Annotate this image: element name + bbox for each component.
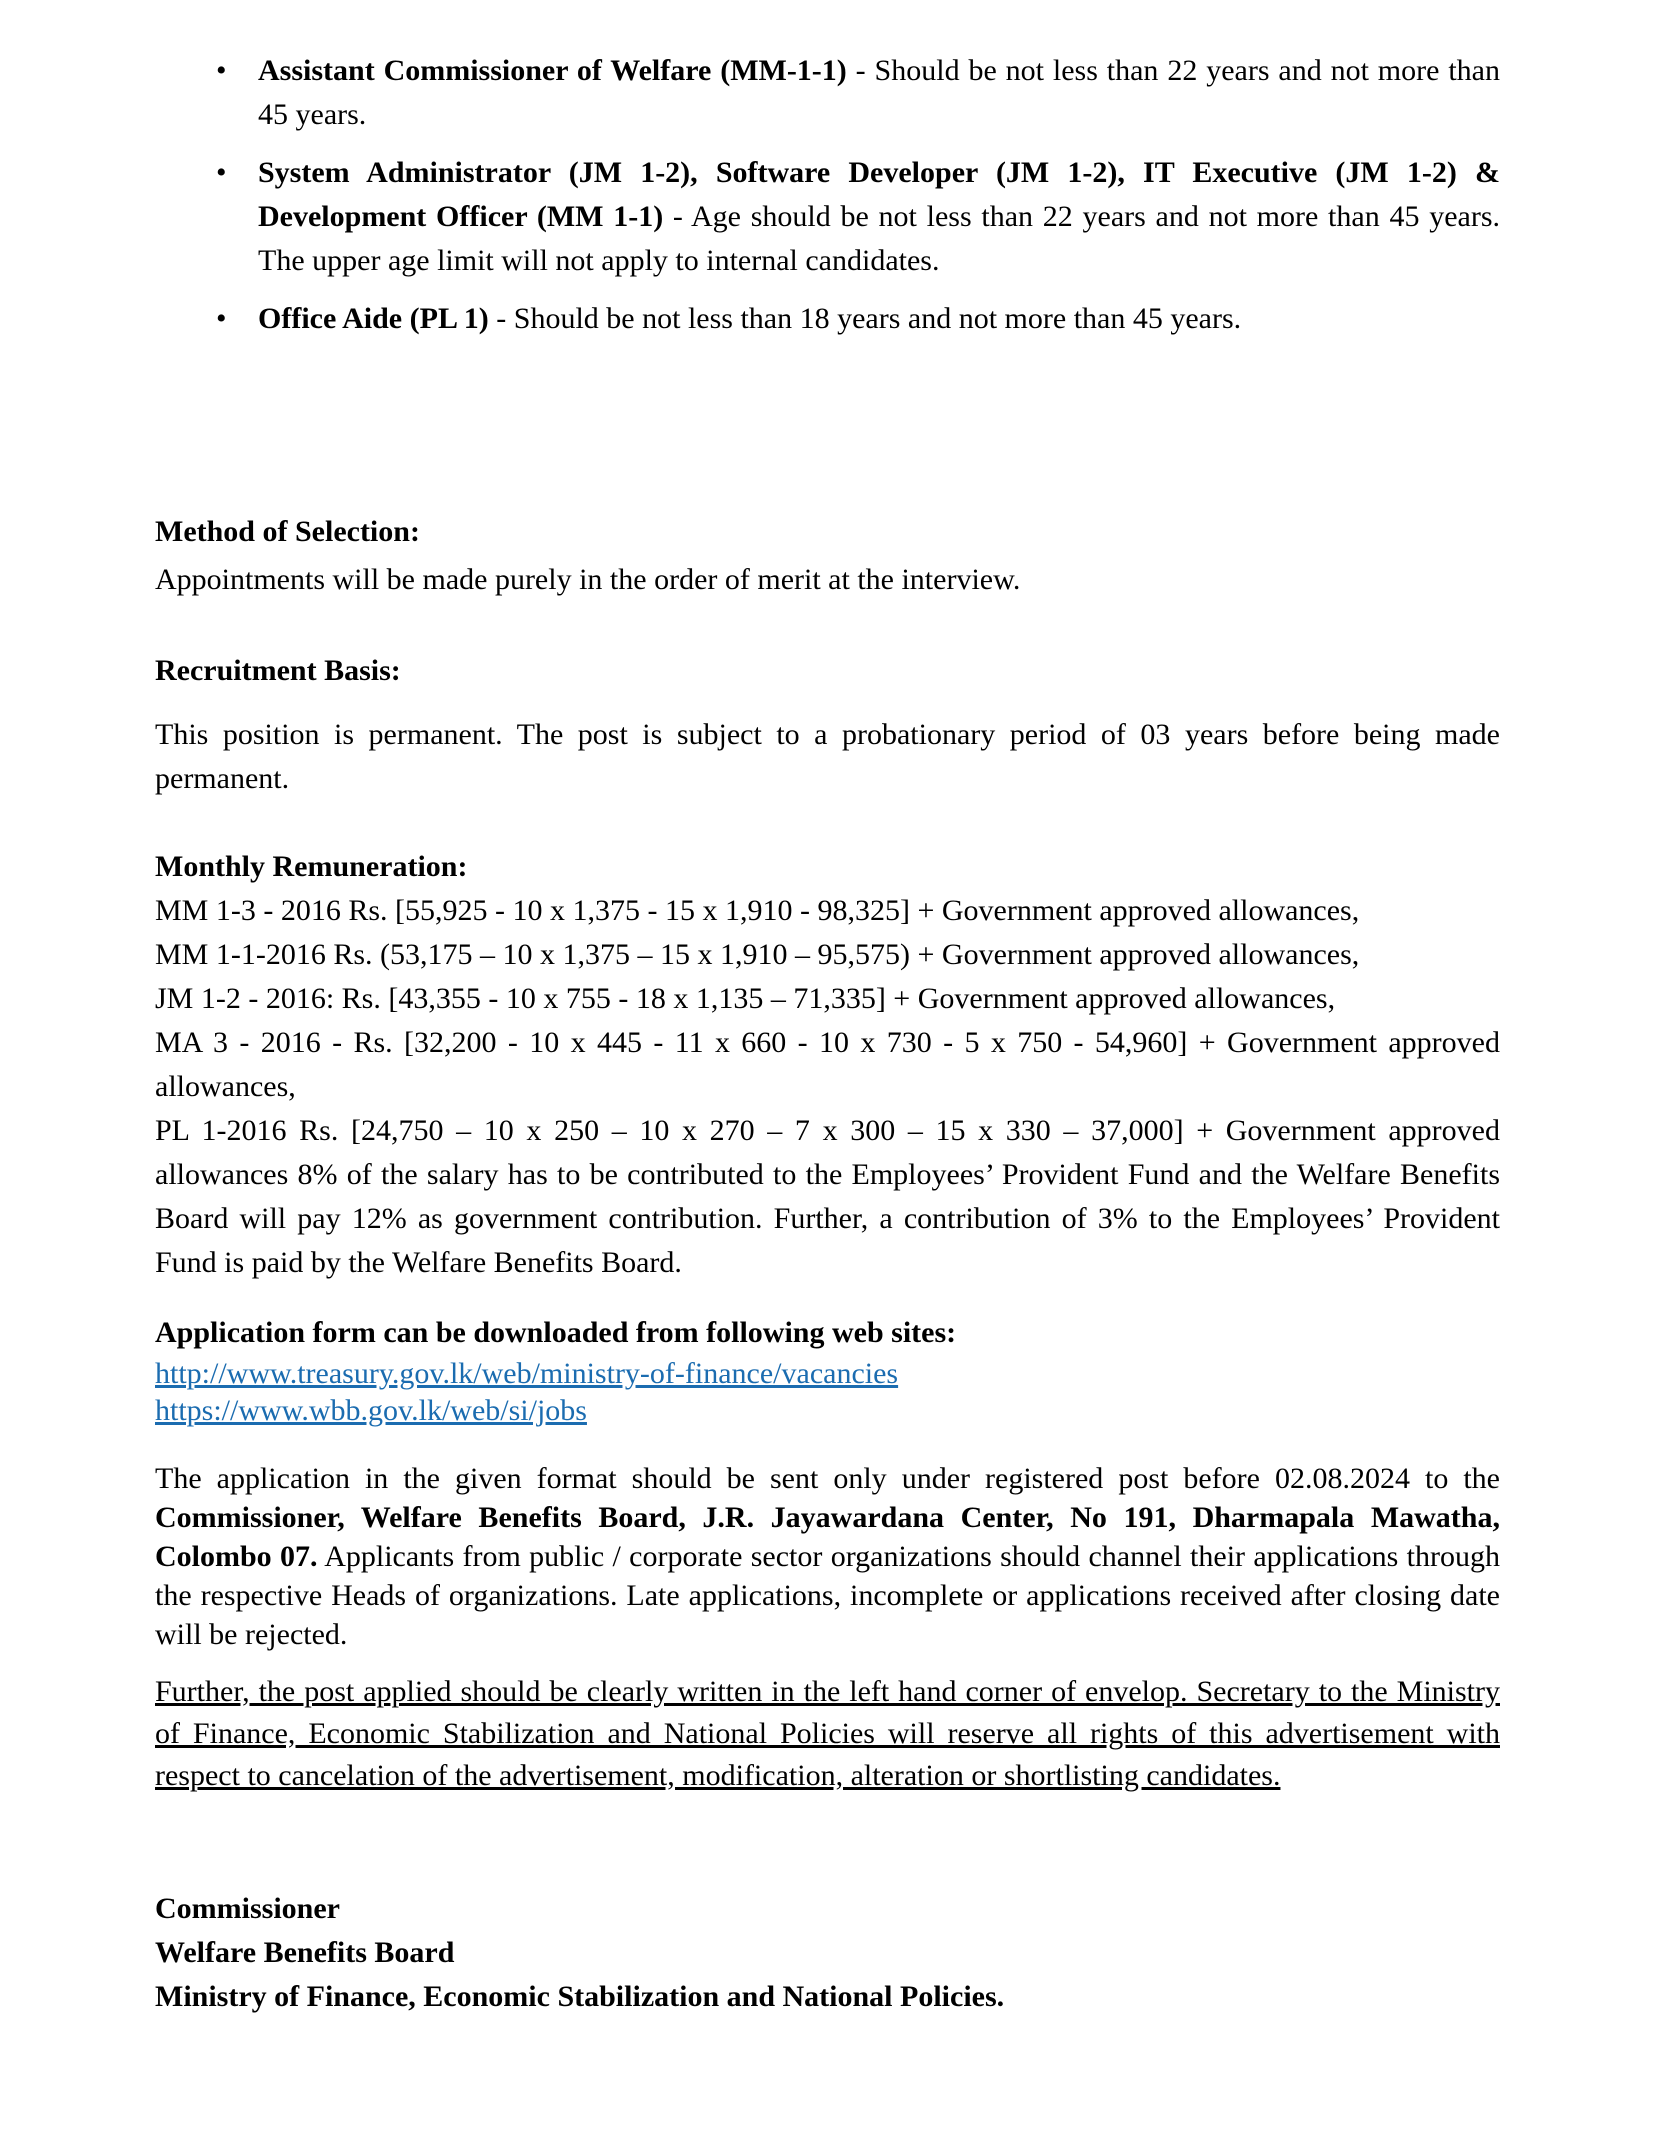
salary-scale-jm1-2: JM 1-2 - 2016: Rs. [43,355 - 10 x 755 - 18 x 1,135 – 71,335] + Government approved allowances, [155, 982, 1336, 1015]
salary-scale-mm1-3: MM 1-3 - 2016 Rs. [55,925 - 10 x 1,375 - 15 x 1,910 - 98,325] + Government approved allowances, [155, 894, 1360, 927]
application-instructions [155, 1459, 1500, 1654]
remuneration-scales [155, 889, 1500, 1285]
method-of-selection-text: Appointments will be made purely in the order of merit at the interview. [155, 563, 1021, 596]
list-item-system-administrator [258, 151, 1500, 283]
salary-scale-ma3: MA 3 - 2016 - Rs. [32,200 - 10 x 445 - 11 x 660 - 10 x 730 - 5 x 750 - 54,960] + Government approved allowances, [155, 1026, 1500, 1103]
wbb-jobs-link[interactable]: https://www.wbb.gov.lk/web/si/jobs [155, 1394, 587, 1427]
recruitment-basis-text: This position is permanent. The post is subject to a probationary period of 03 years before being made permanent. [155, 718, 1500, 795]
age-requirements-list [155, 49, 1500, 341]
signature-title: Commissioner [155, 1892, 340, 1925]
link-line [155, 1355, 1500, 1392]
signature-block [155, 1887, 1500, 2019]
link-line [155, 1392, 1500, 1429]
application-instructions-pre: The application in the given format should be sent only under registered post before 02.08.2024 to the [155, 1462, 1500, 1495]
treasury-vacancies-link[interactable]: http://www.treasury.gov.lk/web/ministry-of-finance/vacancies [155, 1357, 899, 1390]
bullet-age-detail: - Should be not less than 18 years and not more than 45 years. [488, 302, 1242, 335]
mailing-address: Commissioner, Welfare Benefits Board, J.R. Jayawardana Center, No 191, Dharmapala Mawatha, Colombo 07. [155, 1501, 1500, 1573]
bullet-age-detail: - Should be not less than 22 years and not more than 45 years. [258, 54, 1500, 131]
method-of-selection-heading: Method of Selection: [155, 515, 420, 548]
salary-scale-pl1: PL 1-2016 Rs. [24,750 – 10 x 250 – 10 x 270 – 7 x 300 – 15 x 330 – 37,000] + Government approved allowances 8% of the salary has to be contributed to the Employees’ Provident Fund and the Welfare Benefits Board will pay 12% as government contribution. Further, a contribution of 3% to the Employees’ Provident Fund is paid by the Welfare Benefits Board. [155, 1114, 1500, 1279]
bullet-post-title: System Administrator (JM 1-2), Software Developer (JM 1-2), IT Executive (JM 1-2) & Development Officer (MM 1-1) [258, 156, 1500, 233]
monthly-remuneration-heading: Monthly Remuneration: [155, 850, 468, 883]
recruitment-basis-heading: Recruitment Basis: [155, 654, 401, 687]
bullet-age-detail: - Age should be not less than 22 years and not more than 45 years. The upper age limit will not apply to internal candidates. [258, 200, 1500, 277]
application-instructions-post: Applicants from public / corporate sector organizations should channel their applications through the respective Heads of organizations. Late applications, incomplete or applications received after closing date will be rejected. [155, 1540, 1500, 1651]
list-item-assistant-commissioner [258, 49, 1500, 137]
list-item-office-aide [258, 297, 1500, 341]
bullet-post-title: Assistant Commissioner of Welfare (MM-1-1) [258, 54, 847, 87]
salary-scale-mm1-1: MM 1-1-2016 Rs. (53,175 – 10 x 1,375 – 15 x 1,910 – 95,575) + Government approved allowances, [155, 938, 1360, 971]
bullet-post-title: Office Aide (PL 1) [258, 302, 489, 335]
download-sites-heading: Application form can be downloaded from following web sites: [155, 1316, 957, 1349]
download-links [155, 1355, 1500, 1429]
signature-organization: Welfare Benefits Board [155, 1936, 455, 1969]
disclaimer-paragraph: Further, the post applied should be clearly written in the left hand corner of envelop. Secretary to the Ministry of Finance, Economic Stabilization and National Policies will reserve all rights of this advertisement with respect to cancelation of the advertisement, modification, alteration or shortlisting candidates. [155, 1675, 1500, 1792]
signature-ministry: Ministry of Finance, Economic Stabilization and National Policies. [155, 1980, 1005, 2013]
